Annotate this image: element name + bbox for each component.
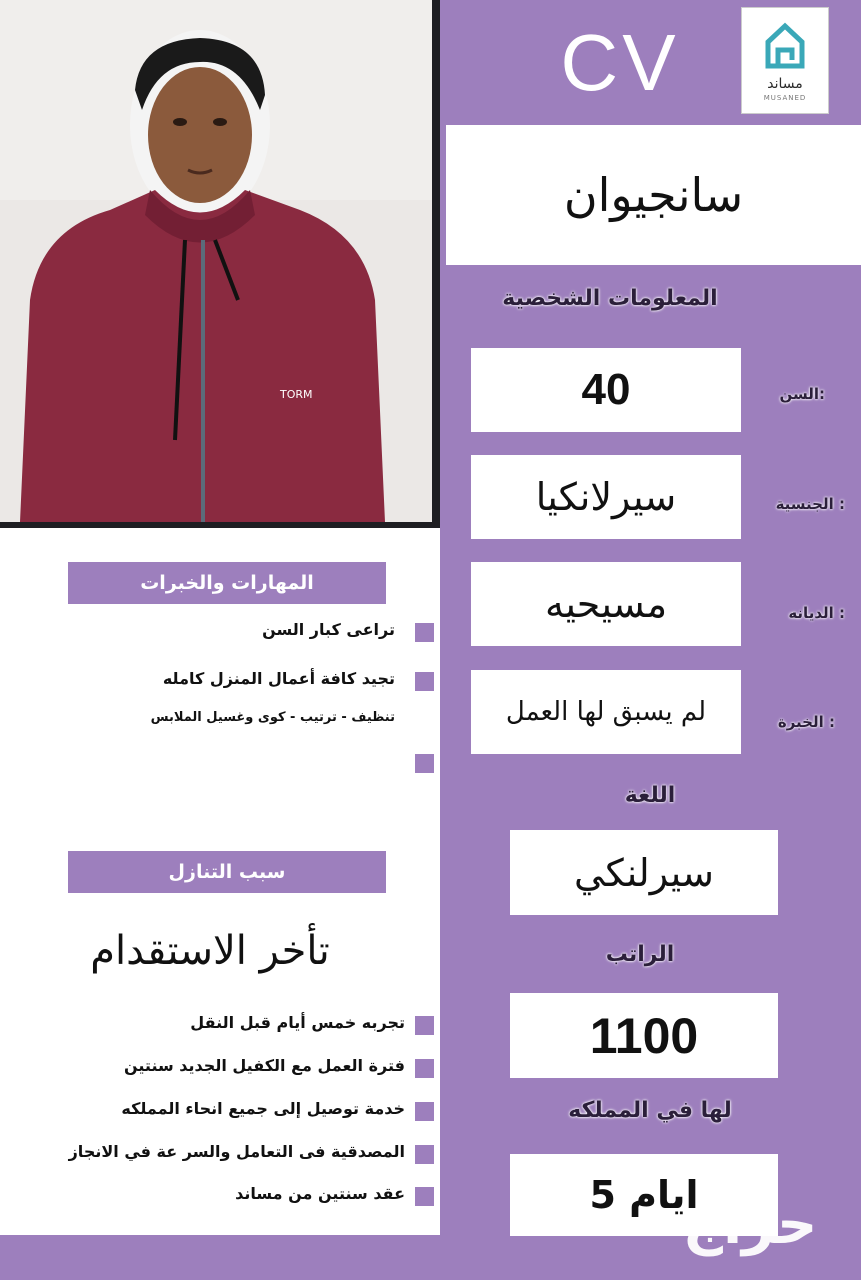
age-value: 40	[471, 348, 741, 432]
religion-label: الديانه :	[788, 604, 845, 622]
term-item: فترة العمل مع الكفيل الجديد سنتين	[124, 1056, 405, 1075]
salary-value: 1100	[510, 993, 778, 1078]
bullet-icon	[415, 623, 434, 642]
language-value: سيرلنكي	[510, 830, 778, 915]
bullet-icon	[415, 1059, 434, 1078]
salary-heading: الراتب	[605, 942, 675, 967]
logo-arabic-text: مساند	[767, 76, 803, 92]
skill-item: تجيد كافة أعمال المنزل كامله	[162, 669, 395, 688]
logo-english-text: MUSANED	[763, 94, 807, 102]
in-kingdom-value: 5 ايام	[510, 1154, 778, 1236]
bullet-icon	[415, 1187, 434, 1206]
skill-item: تراعى كبار السن	[262, 620, 395, 639]
personal-info-heading: المعلومات الشخصية	[502, 286, 718, 311]
language-heading: اللغة	[624, 783, 676, 808]
bullet-icon	[415, 672, 434, 691]
house-icon	[762, 16, 808, 74]
term-item: خدمة توصيل إلى جميع انحاء المملكه	[121, 1099, 405, 1118]
term-item: عقد سنتين من مساند	[235, 1184, 405, 1203]
bullet-icon	[415, 1145, 434, 1164]
nationality-label: الجنسية :	[775, 495, 845, 513]
watermark: حراج	[682, 1192, 818, 1257]
bullet-icon	[415, 1016, 434, 1035]
reason-value: تأخر الاستقدام	[90, 928, 330, 974]
term-item: المصدقية فى التعامل والسر عة في الانجاز	[68, 1142, 405, 1161]
religion-value: مسيحيه	[471, 562, 741, 646]
svg-text:TORM: TORM	[280, 388, 313, 401]
reason-heading: سبب التنازل	[68, 851, 386, 893]
in-kingdom-heading: لها في المملكه	[568, 1098, 732, 1123]
candidate-photo	[0, 0, 432, 522]
bullet-icon	[415, 754, 434, 773]
cv-title: CV	[560, 18, 680, 107]
skills-heading: المهارات والخبرات	[68, 562, 386, 604]
candidate-name: سانجيوان	[446, 125, 861, 265]
experience-value: لم يسبق لها العمل	[471, 670, 741, 754]
experience-label: الخبرة :	[777, 713, 835, 731]
bullet-icon	[415, 1102, 434, 1121]
term-item: تجربه خمس أيام قبل النقل	[190, 1013, 405, 1032]
skill-subnote: تنظيف - ترتيب - كوى وغسيل الملابس	[150, 710, 395, 725]
nationality-value: سيرلانكيا	[471, 455, 741, 539]
age-label: السن:	[779, 385, 825, 403]
musaned-logo	[741, 7, 829, 114]
